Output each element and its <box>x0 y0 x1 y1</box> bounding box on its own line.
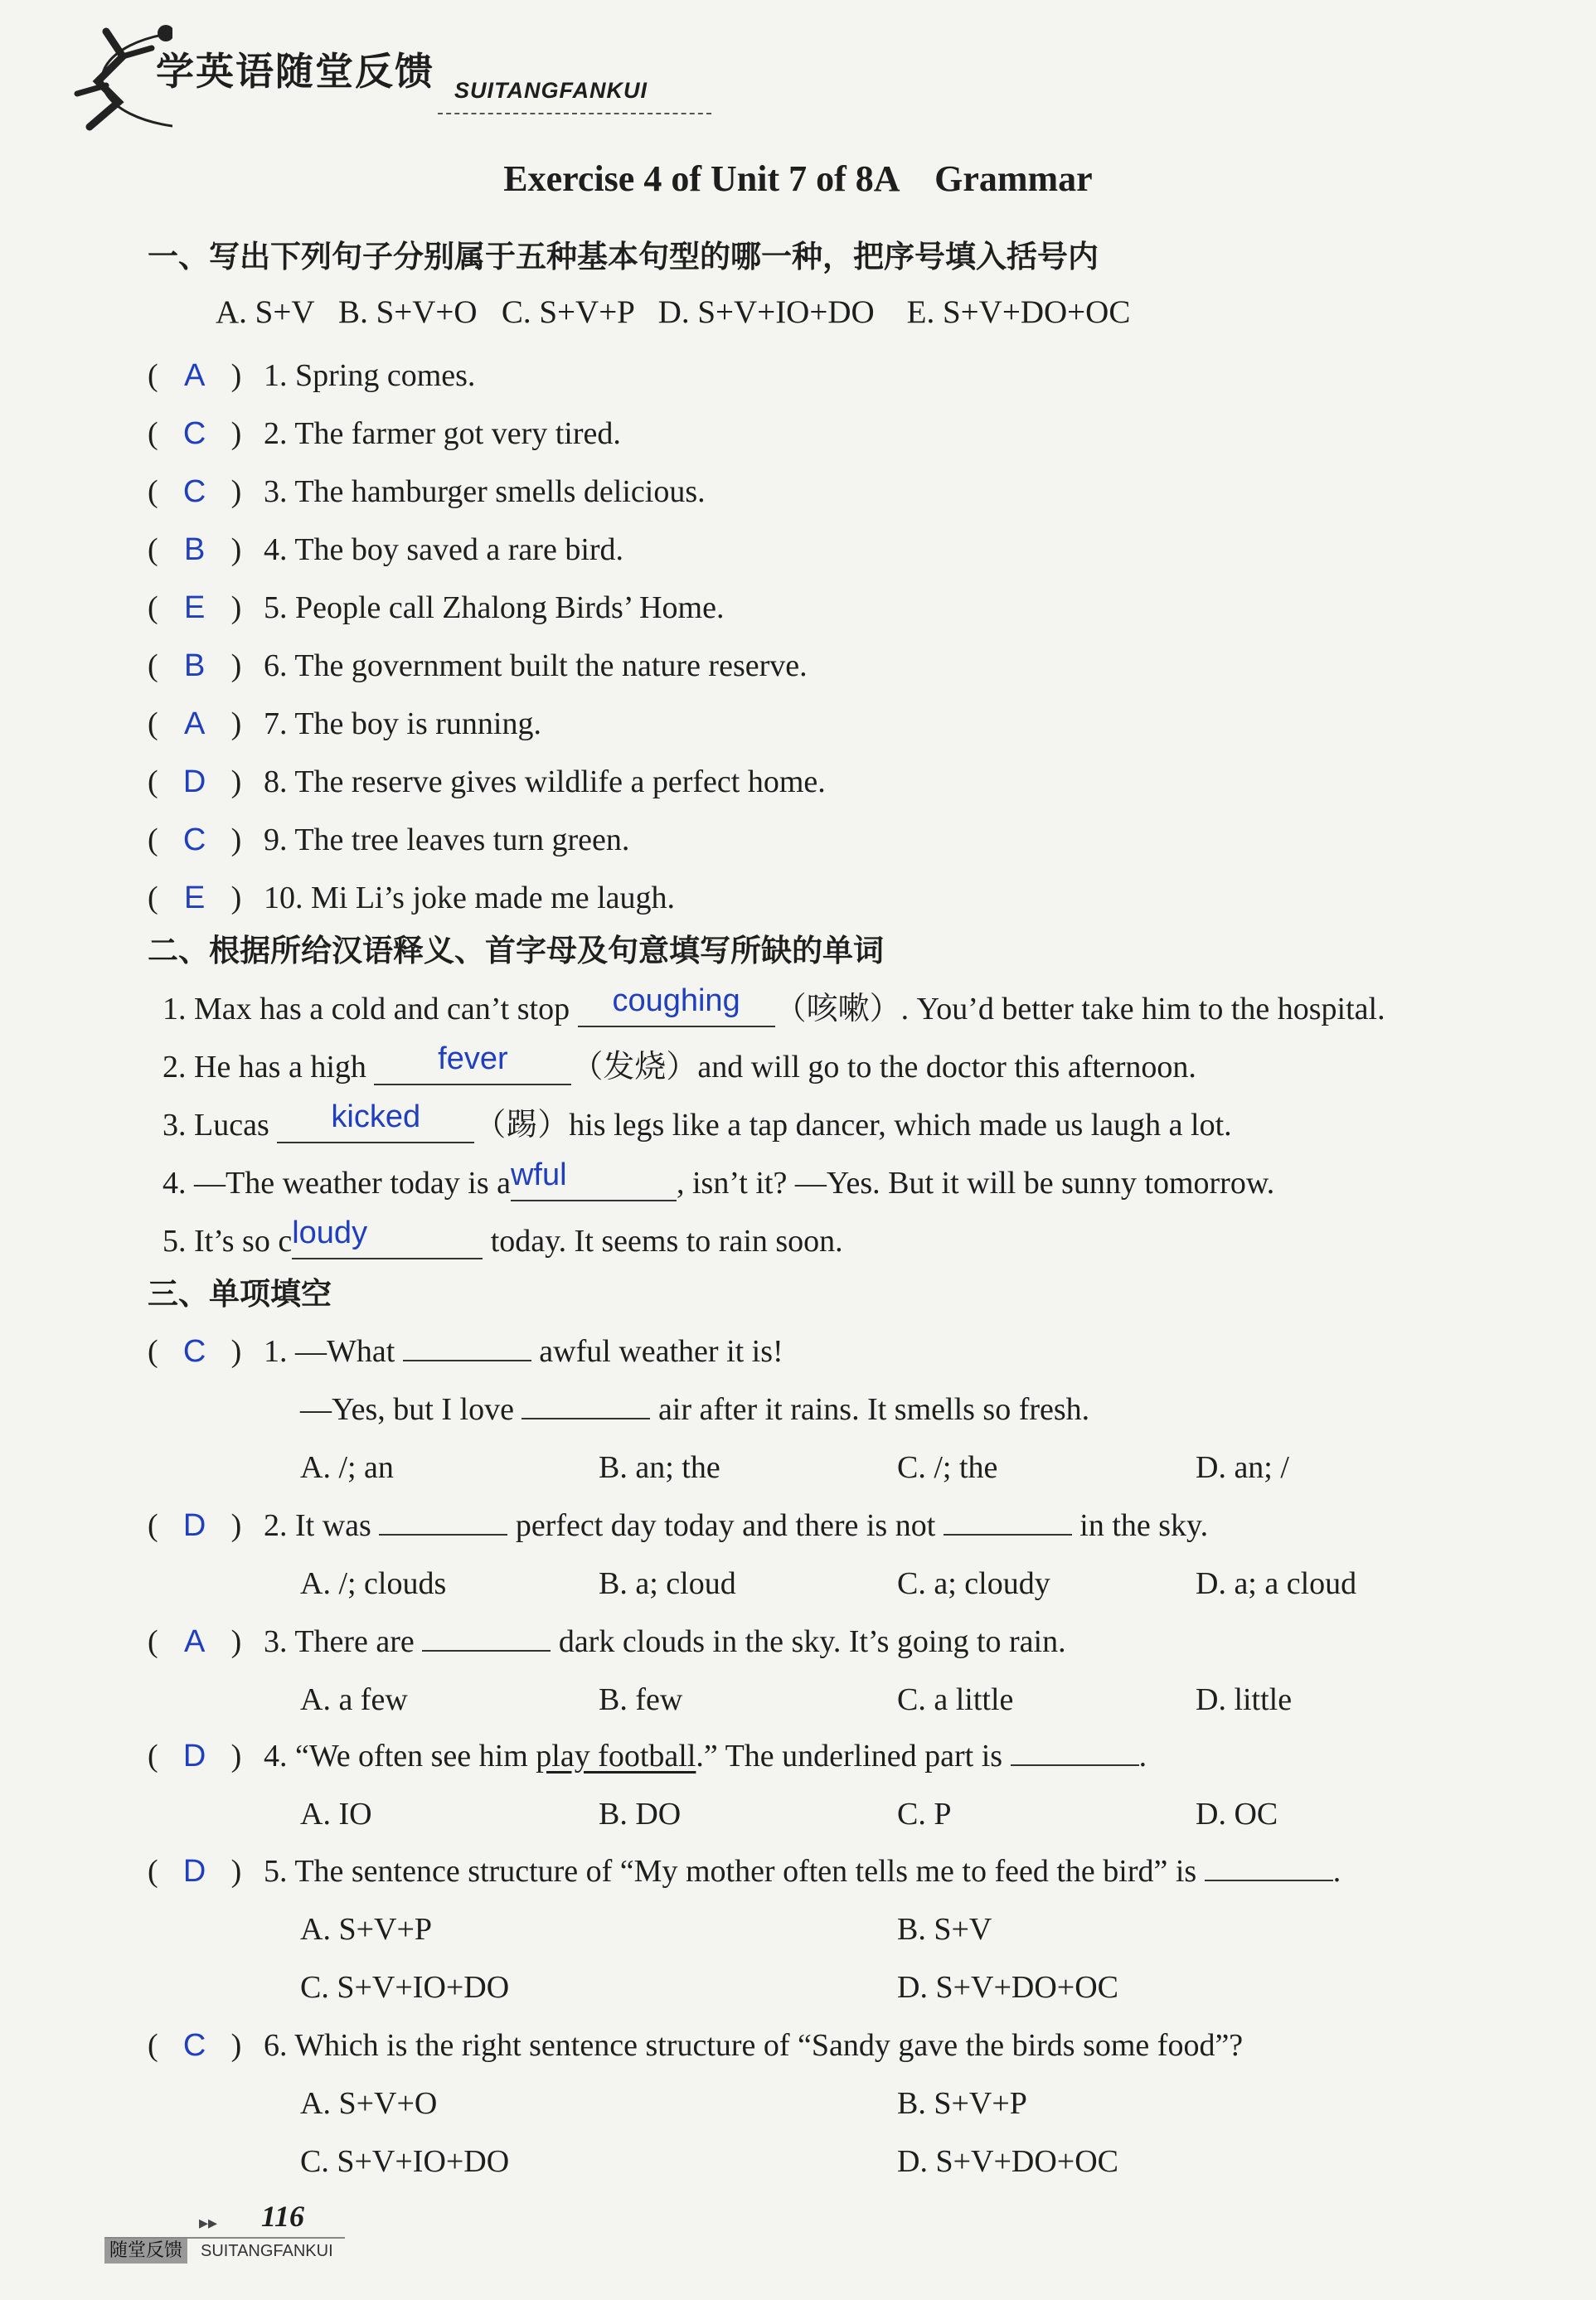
blank <box>1205 1851 1333 1881</box>
item-text: 4. The boy saved a rare bird. <box>264 532 624 567</box>
item-text: 6. The government built the nature reserve. <box>264 648 808 683</box>
fill-item-3: 3. Lucas kicked （踢）his legs like a tap dancer, which made us laugh a lot. <box>163 1099 1232 1143</box>
answer-letter: B <box>183 648 206 683</box>
section1-options: A. S+V B. S+V+O C. S+V+P D. S+V+IO+DO E. S+V+DO+OC <box>216 294 1131 330</box>
answer-paren: ( D ) <box>148 761 264 803</box>
mc-q3-opt-d: D. little <box>1196 1682 1293 1717</box>
mc-q6-opt-b: B. S+V+P <box>897 2086 1027 2121</box>
page-number: 116 <box>261 2200 305 2233</box>
answer-paren: ( A ) <box>148 1624 242 1659</box>
answer-text: fever <box>438 1041 508 1076</box>
blank <box>422 1622 551 1652</box>
fill-item-5: 5. It’s so cloudy today. It seems to rain soon. <box>163 1216 843 1259</box>
answer-paren: ( E ) <box>148 877 264 919</box>
answer-letter: C <box>182 474 206 509</box>
underlined-phrase: play football <box>536 1739 696 1774</box>
mc-q4-opt-a: A. IO <box>300 1797 372 1832</box>
item-text: 1. Spring comes. <box>264 358 476 393</box>
mc-q4-opt-b: B. DO <box>599 1797 682 1832</box>
mc-q2-opt-c: C. a; cloudy <box>897 1566 1050 1601</box>
mc-q3: ( A ) 3. There are dark clouds in the sky. It’s going to rain. <box>148 1621 1066 1662</box>
answer-blank <box>374 1041 571 1085</box>
section2-heading: 二、根据所给汉语释义、首字母及句意填写所缺的单词 <box>148 933 884 968</box>
item-text: 8. The reserve gives wildlife a perfect home. <box>264 764 826 799</box>
answer-letter: B <box>183 532 206 567</box>
mc-q2: ( D ) 2. It was perfect day today and there is not in the sky. <box>148 1505 1208 1546</box>
mc-q2-opt-d: D. a; a cloud <box>1196 1566 1357 1601</box>
answer-letter: E <box>183 881 206 915</box>
mc-q2-opt-b: B. a; cloud <box>599 1566 736 1601</box>
answer-paren: ( A ) <box>148 355 264 396</box>
answer-letter: C <box>182 416 206 451</box>
item-text: 9. The tree leaves turn green. <box>264 822 630 857</box>
section1-item <box>148 761 826 803</box>
answer-paren: ( C ) <box>148 1334 242 1369</box>
section1-item <box>148 877 675 919</box>
page-title: Exercise 4 of Unit 7 of 8A Grammar <box>503 158 1093 199</box>
footer-label: 随堂反馈 <box>104 2239 187 2264</box>
mc-q1: ( C ) 1. —What awful weather it is! <box>148 1331 783 1372</box>
section1-item <box>148 645 808 687</box>
mc-q5-opt-b: B. S+V <box>897 1912 992 1947</box>
answer-paren: ( C ) <box>148 819 264 861</box>
mc-q3-opt-a: A. a few <box>300 1682 408 1717</box>
answer-paren: ( D ) <box>148 1854 242 1889</box>
logo-sub: SUITANGFANKUI <box>454 78 648 103</box>
mc-q5-opt-a: A. S+V+P <box>300 1912 433 1947</box>
fill-item-2: 2. He has a high fever （发烧）and will go to the doctor this afternoon. <box>163 1041 1196 1084</box>
header-logo <box>73 23 736 131</box>
answer-blank <box>277 1099 474 1143</box>
mc-q1-opt-a: A. /; an <box>300 1450 394 1485</box>
answer-text: loudy <box>292 1216 368 1250</box>
footer-label-sub: SUITANGFANKUI <box>201 2242 333 2260</box>
section1-item <box>148 413 621 454</box>
mc-q3-opt-c: C. a little <box>897 1682 1014 1717</box>
answer-paren: ( E ) <box>148 587 264 628</box>
fill-item-1: 1. Max has a cold and can’t stop coughing （咳嗽）. You’d better take him to the hospital. <box>163 983 1385 1026</box>
section1-item <box>148 355 475 396</box>
answer-blank <box>510 1157 677 1201</box>
section1-heading: 一、写出下列句子分别属于五种基本句型的哪一种，把序号填入括号内 <box>148 239 1099 274</box>
mc-q5-opt-d: D. S+V+DO+OC <box>897 1970 1118 2005</box>
blank <box>379 1506 507 1536</box>
answer-letter: A <box>183 358 206 393</box>
logo-rule <box>438 113 711 114</box>
item-text: 2. The farmer got very tired. <box>264 416 621 451</box>
logo-text: 学英语随堂反馈 <box>156 49 434 94</box>
answer-letter: E <box>183 590 206 625</box>
mc-q1-line2: —Yes, but I love air after it rains. It smells so fresh. <box>300 1389 1089 1430</box>
blank <box>1011 1736 1139 1766</box>
section1-item <box>148 587 724 628</box>
mc-q4-opt-d: D. OC <box>1196 1797 1278 1832</box>
answer-paren: ( A ) <box>148 703 264 745</box>
item-text: 3. The hamburger smells delicious. <box>264 474 706 509</box>
footer-rule <box>104 2237 345 2239</box>
answer-letter: C <box>182 822 206 857</box>
section1-item <box>148 703 541 745</box>
section1-item <box>148 529 623 570</box>
mc-q5: ( D ) 5. The sentence structure of “My mother often tells me to feed the bird” is . <box>148 1851 1341 1892</box>
answer-paren: ( D ) <box>148 1739 242 1774</box>
answer-blank <box>292 1216 483 1259</box>
answer-paren: ( C ) <box>148 2028 242 2063</box>
answer-paren: ( D ) <box>148 1508 242 1543</box>
answer-paren: ( C ) <box>148 413 264 454</box>
blank <box>403 1332 531 1361</box>
answer-paren: ( C ) <box>148 471 264 512</box>
mc-q1-opt-d: D. an; / <box>1196 1450 1289 1485</box>
mc-q1-opt-c: C. /; the <box>897 1450 998 1485</box>
mc-q6-opt-d: D. S+V+DO+OC <box>897 2144 1118 2179</box>
blank <box>521 1390 650 1419</box>
footer-arrow-icon: ▸▸ <box>199 2212 218 2233</box>
section1-item <box>148 819 629 861</box>
mc-q6: ( C ) 6. Which is the right sentence structure of “Sandy gave the birds some food”? <box>148 2025 1243 2066</box>
mc-q2-opt-a: A. /; clouds <box>300 1566 447 1601</box>
fill-item-4: 4. —The weather today is awful , isn’t it? —Yes. But it will be sunny tomorrow. <box>163 1157 1275 1201</box>
answer-paren: ( B ) <box>148 529 264 570</box>
answer-text: coughing <box>612 983 740 1018</box>
mc-q4-opt-c: C. P <box>897 1797 952 1832</box>
mc-q6-opt-c: C. S+V+IO+DO <box>300 2144 510 2179</box>
section1-item <box>148 471 706 512</box>
mc-q3-opt-b: B. few <box>599 1682 683 1717</box>
answer-paren: ( B ) <box>148 645 264 687</box>
mc-q6-opt-a: A. S+V+O <box>300 2086 438 2121</box>
mc-q1-opt-b: B. an; the <box>599 1450 720 1485</box>
mc-q5-opt-c: C. S+V+IO+DO <box>300 1970 510 2005</box>
answer-letter: A <box>183 706 206 741</box>
section3-heading: 三、单项填空 <box>148 1276 332 1312</box>
mc-q4: ( D ) 4. “We often see him play football.” The underlined part is . <box>148 1735 1147 1777</box>
blank <box>944 1506 1072 1536</box>
item-text: 10. Mi Li’s joke made me laugh. <box>264 881 676 915</box>
answer-letter: D <box>182 764 206 799</box>
answer-blank <box>578 983 775 1027</box>
answer-text: wful <box>510 1157 567 1192</box>
answer-text: kicked <box>331 1099 421 1134</box>
item-text: 7. The boy is running. <box>264 706 541 741</box>
item-text: 5. People call Zhalong Birds’ Home. <box>264 590 725 625</box>
